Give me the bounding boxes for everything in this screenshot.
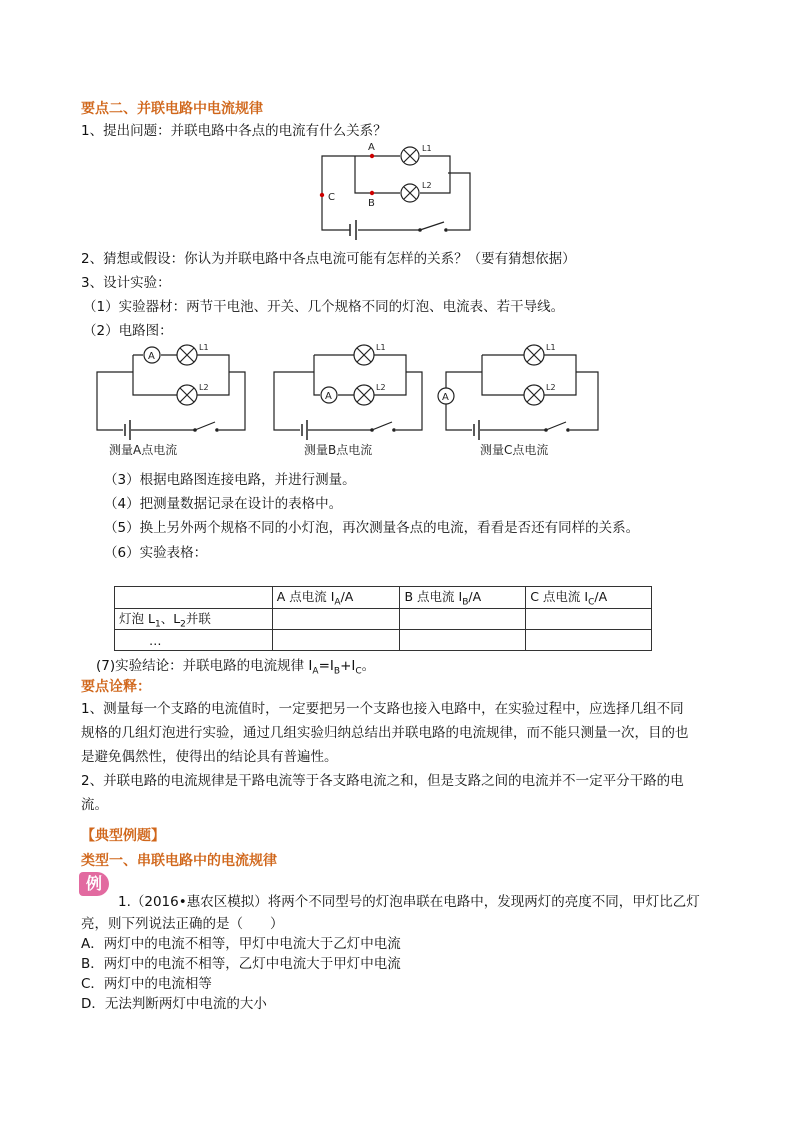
- table-cell: [115, 587, 273, 609]
- lamp2-label: L2: [376, 383, 386, 392]
- caption-b: 测量B点电流: [304, 443, 373, 457]
- note-2-line-2: 流。: [81, 797, 108, 813]
- table-cell: [526, 608, 652, 630]
- caption-a: 测量A点电流: [109, 443, 178, 457]
- table-row: [115, 630, 652, 651]
- circuit-diagram-a: [95, 340, 255, 460]
- table-cell: [400, 608, 526, 630]
- step-4: （4）把测量数据记录在设计的表格中。: [104, 496, 343, 512]
- step-6: （6）实验表格：: [104, 545, 208, 561]
- step-3: （3）根据电路图连接电路，并进行测量。: [104, 472, 356, 488]
- note-1-line-1: 1、测量每一个支路的电流值时，一定要把另一个支路也接入电路中，在实验过程中，应选择几组不同: [81, 701, 684, 717]
- question-2: 2、猜想或假设：你认为并联电路中各点电流可能有怎样的关系？（要有猜想依据）: [81, 251, 576, 267]
- table-cell: [526, 630, 652, 651]
- circuit-diagram-b: [272, 340, 432, 460]
- point-c-label: C: [328, 192, 335, 203]
- lamp1-label: L1: [376, 343, 386, 352]
- section-heading: 要点二、并联电路中电流规律: [81, 101, 263, 117]
- lamp2-label: L2: [546, 383, 556, 392]
- point-a-label: A: [368, 142, 375, 153]
- question-line-2: 亮，则下列说法正确的是（ ）: [81, 916, 284, 932]
- table-row-label: 灯泡 $L_1$、$L_2$并联: [115, 608, 273, 630]
- step-5: （5）换上另外两个规格不同的小灯泡，再次测量各点的电流，看看是否还有同样的关系。: [104, 520, 640, 536]
- experiment-table: [114, 586, 652, 651]
- table-cell: [400, 630, 526, 651]
- examples-heading: 【典型例题】: [81, 828, 165, 844]
- note-2-line-1: 2、并联电路的电流规律是干路电流等于各支路电流之和，但是支路之间的电流并不一定平分干路的电: [81, 773, 684, 789]
- note-1-line-2: 规格的几组灯泡进行实验，通过几组实验归纳总结出并联电路的电流规律，而不能只测量一次，目的也: [81, 725, 689, 741]
- option-d: D．无法判断两灯中电流的大小: [81, 996, 267, 1012]
- step-2: （2）电路图：: [83, 323, 173, 339]
- step-1: （1）实验器材：两节干电池、开关、几个规格不同的灯泡、电流表、若干导线。: [83, 299, 565, 315]
- option-c: C．两灯中的电流相等: [81, 976, 212, 992]
- example-badge: 例: [79, 872, 109, 896]
- lamp2-label: L2: [199, 383, 209, 392]
- option-a: A．两灯中的电流不相等，甲灯中电流大于乙灯中电流: [81, 936, 401, 952]
- question-1: 1、提出问题：并联电路中各点的电流有什么关系？: [81, 123, 387, 139]
- notes-block: [81, 697, 689, 817]
- option-b: B．两灯中的电流不相等，乙灯中电流大于甲灯中电流: [81, 956, 401, 972]
- step-7-conclusion: (7)实验结论：并联电路的电流规律 $I_A=I_B+I_C$。: [96, 658, 376, 677]
- table-header-b: B 点电流 $I_B/A$: [400, 587, 526, 609]
- type-1-heading: 类型一、串联电路中的电流规律: [81, 853, 277, 869]
- table-row-label: …: [115, 630, 273, 651]
- ammeter-label: A: [148, 351, 155, 362]
- table-cell: [272, 608, 400, 630]
- table-header-row: [115, 587, 652, 609]
- lamp1-label: L1: [546, 343, 556, 352]
- note-1-line-3: 是避免偶然性，使得出的结论具有普遍性。: [81, 749, 338, 765]
- question-3: 3、设计实验：: [81, 275, 171, 291]
- notes-heading: 要点诠释：: [81, 679, 151, 695]
- lamp1-label: L1: [422, 144, 432, 153]
- ammeter-label: A: [442, 392, 449, 403]
- question-line-1: 1.（2016•惠农区模拟）将两个不同型号的灯泡串联在电路中，发现两灯的亮度不同，甲灯比乙灯: [118, 894, 700, 910]
- table-header-c: C 点电流 $I_C/A$: [526, 587, 652, 609]
- table-header-a: A 点电流 $I_A/A$: [272, 587, 400, 609]
- caption-c: 测量C点电流: [480, 443, 549, 457]
- table-row: [115, 608, 652, 630]
- lamp1-label: L1: [199, 343, 209, 352]
- table-cell: [272, 630, 400, 651]
- circuit-diagram-main: [310, 140, 480, 245]
- point-b-label: B: [368, 198, 375, 209]
- ammeter-label: A: [325, 391, 332, 402]
- lamp2-label: L2: [422, 181, 432, 190]
- circuit-diagram-c: [436, 340, 606, 460]
